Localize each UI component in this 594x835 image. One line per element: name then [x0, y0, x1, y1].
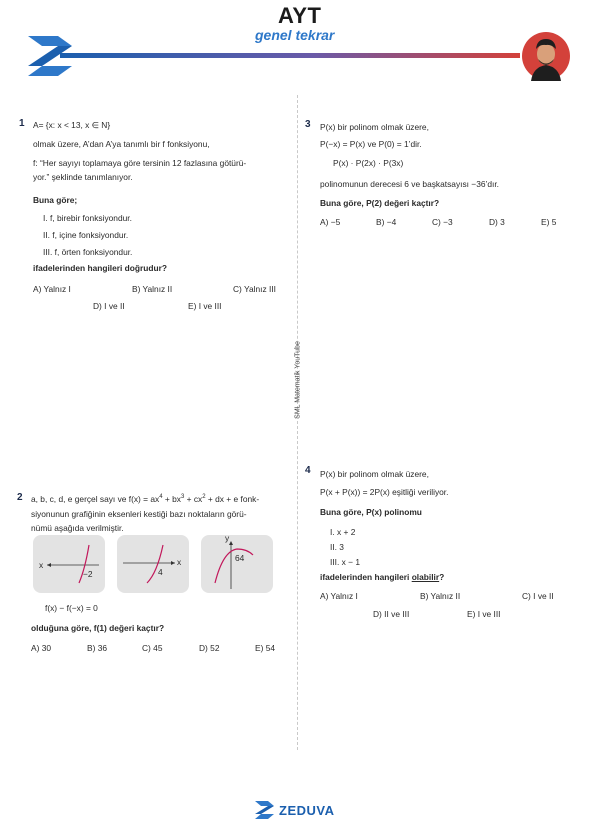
- graph-3-axis-label: y: [225, 533, 230, 543]
- question-stem: ifadelerinden hangileri doğrudur?: [33, 263, 168, 273]
- given-equation: f(x) − f(−x) = 0: [45, 603, 98, 613]
- answer-option-e[interactable]: E) I ve III: [467, 609, 501, 619]
- graph-2-axis-label: x: [177, 557, 182, 567]
- underlined-word: olabilir: [411, 572, 440, 582]
- answer-option-c[interactable]: C) 45: [142, 643, 163, 653]
- answer-option-c[interactable]: C) Yalnız III: [233, 284, 276, 294]
- question-number: 1: [19, 118, 25, 129]
- question-number: 2: [17, 492, 23, 503]
- question-text-line: a, b, c, d, e gerçel sayı ve $f(x) = ax^4 + bx^3 + cx^2$ + dx + e fonk-: [31, 494, 260, 504]
- answer-option-b[interactable]: B) Yalnız II: [420, 591, 461, 601]
- question-text-line: nümü aşağıda verilmiştir.: [31, 523, 124, 533]
- answer-option-a[interactable]: A) Yalnız I: [320, 591, 358, 601]
- answer-option-b[interactable]: B) 36: [87, 643, 108, 653]
- header-subtitle: genel tekrar: [255, 27, 335, 43]
- question-text-line: siyonunun grafiğinin eksenleri kestiği bazı noktaların görü-: [31, 509, 247, 519]
- answer-option-a[interactable]: A) −5: [320, 217, 341, 227]
- answer-option-e[interactable]: E) I ve III: [188, 301, 222, 311]
- answer-option-a[interactable]: A) Yalnız I: [33, 284, 71, 294]
- answer-option-d[interactable]: D) 52: [199, 643, 220, 653]
- graph-1-curve: [33, 535, 105, 593]
- graph-3-value-label: 64: [235, 553, 245, 563]
- graph-2-value-label: 4: [158, 567, 163, 577]
- graph-panel-2: [117, 535, 189, 593]
- question-text-line: yor.” şeklinde tanımlanıyor.: [33, 172, 133, 182]
- header-title: AYT: [278, 3, 322, 28]
- statement-item: I. f, birebir fonksiyondur.: [43, 213, 132, 223]
- zeduva-logo-icon: [255, 801, 275, 819]
- graph-3-curve: [201, 535, 273, 593]
- statement-item: I. x + 2: [330, 527, 356, 537]
- statement-item: III. f, örten fonksiyondur.: [43, 247, 133, 257]
- author-avatar: [521, 31, 571, 81]
- question-text-line: f: “Her sayıyı toplamaya göre tersinin 12 fazlasına götürü-: [33, 158, 247, 168]
- column-divider: [297, 95, 298, 750]
- answer-option-e[interactable]: E) 54: [255, 643, 276, 653]
- side-watermark: SML Matematik YouTube: [294, 341, 302, 419]
- graph-1-value-label: −2: [83, 569, 93, 579]
- statement-item: III. x − 1: [330, 557, 361, 567]
- answer-option-b[interactable]: B) Yalnız II: [132, 284, 173, 294]
- question-text-line: polinomunun derecesi 6 ve başkatsayısı −36’dır.: [320, 179, 500, 189]
- question-prompt: Buna göre;: [33, 195, 78, 205]
- footer-brand: ZEDUVA: [279, 803, 335, 818]
- question-text-line: P(x) bir polinom olmak üzere,: [320, 122, 429, 132]
- statement-item: II. f, içine fonksiyondur.: [43, 230, 129, 240]
- question-text-line: P(x) · P(2x) · P(3x): [333, 158, 404, 168]
- question-stem: ifadelerinden hangileri olabilir?: [320, 572, 445, 582]
- answer-option-d[interactable]: D) 3: [489, 217, 505, 227]
- statement-item: II. 3: [330, 542, 344, 552]
- question-text-line: P(x + P(x)) = 2P(x) eşitliği veriliyor.: [320, 487, 449, 497]
- answer-option-b[interactable]: B) −4: [376, 217, 397, 227]
- header-stripe-line: [60, 53, 520, 58]
- answer-option-c[interactable]: C) I ve II: [522, 591, 554, 601]
- question-number: 3: [305, 119, 311, 130]
- answer-option-d[interactable]: D) II ve III: [373, 609, 410, 619]
- graph-panel-1: [33, 535, 105, 593]
- question-stem: Buna göre, P(2) değeri kaçtır?: [320, 198, 440, 208]
- graph-panel-3: [201, 535, 273, 593]
- question-text-line: P(x) bir polinom olmak üzere,: [320, 469, 429, 479]
- answer-option-d[interactable]: D) I ve II: [93, 301, 125, 311]
- answer-option-a[interactable]: A) 30: [31, 643, 52, 653]
- question-text-line: olmak üzere, A’dan A’ya tanımlı bir f fonksiyonu,: [33, 139, 210, 149]
- question-prompt: Buna göre, P(x) polinomu: [320, 507, 422, 517]
- question-text-line: P(−x) = P(x) ve P(0) = 1’dir.: [320, 139, 422, 149]
- question-number: 4: [305, 465, 311, 476]
- graph-1-axis-label: x: [39, 560, 44, 570]
- question-stem: olduğuna göre, f(1) değeri kaçtır?: [31, 623, 165, 633]
- answer-option-e[interactable]: E) 5: [541, 217, 557, 227]
- question-text-line: A= {x: x < 13, x ∈ N}: [33, 120, 111, 130]
- answer-option-c[interactable]: C) −3: [432, 217, 453, 227]
